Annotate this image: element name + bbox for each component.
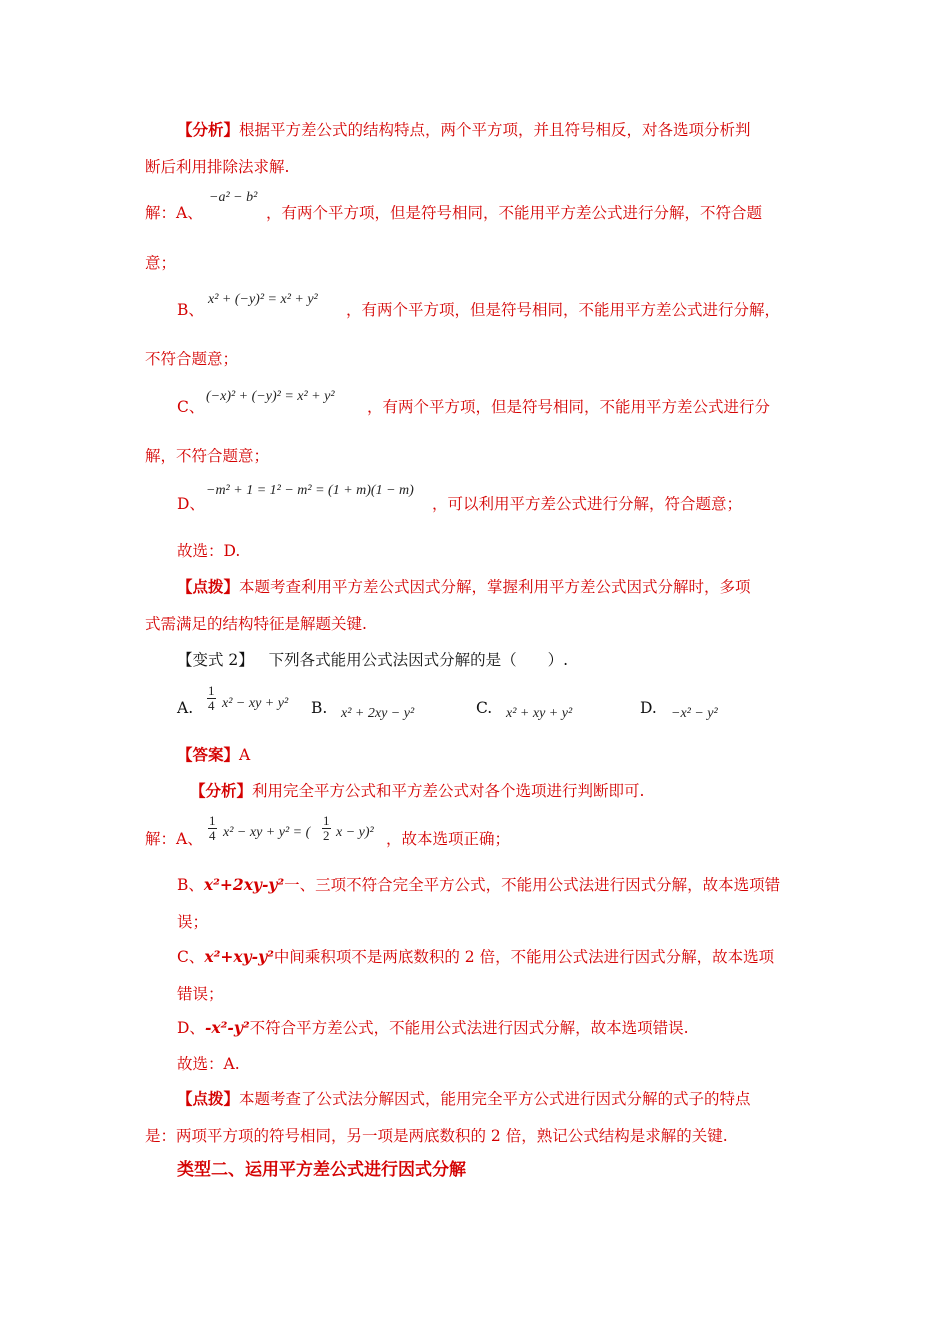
answer-value: A	[239, 746, 251, 764]
solution-2-d-prefix: D、	[177, 1019, 205, 1037]
tip-text: 本题考查利用平方差公式因式分解，掌握利用平方差公式因式分解时，多项	[239, 578, 751, 596]
option-a-math: x² − xy + y²	[222, 696, 289, 711]
solution-2-c-text-2: 错误；	[177, 985, 224, 1003]
solution-2-c-line	[177, 947, 774, 967]
analysis-1-line-2: 断后利用排除法求解.	[145, 158, 290, 176]
solution-2-b-prefix: B、	[177, 876, 204, 894]
variant-2-question	[177, 650, 568, 670]
solution-2-b-line	[177, 875, 780, 895]
solution-1-a-math: −a² − b²	[209, 190, 258, 205]
solution-1-c-text-2: 解，不符合题意；	[145, 447, 270, 465]
solution-1-c-prefix: C、	[177, 398, 205, 416]
solution-2-a-fraction-2	[322, 814, 331, 843]
solution-1-choice: 故选：D.	[177, 542, 241, 560]
solution-2-choice: 故选：A.	[177, 1055, 240, 1073]
solution-2-d-line	[177, 1018, 689, 1038]
option-d-label: D.	[640, 699, 657, 717]
solution-1-b-text-2: 不符合题意；	[145, 350, 239, 368]
solution-1-a-prefix: 解：A、	[145, 204, 203, 222]
solution-1-b-prefix: B、	[177, 301, 204, 319]
tip-2-line-2: 是：两项平方项的符号相同，另一项是两底数积的 2 倍，熟记公式结构是求解的关键.	[145, 1127, 728, 1145]
fraction-numerator: 1	[209, 813, 216, 828]
section-heading: 类型二、运用平方差公式进行因式分解	[177, 1160, 466, 1180]
option-a-label: A.	[177, 699, 194, 717]
analysis-2-text: 利用完全平方公式和平方差公式对各个选项进行判断即可.	[252, 782, 645, 800]
option-c-label: C.	[476, 699, 493, 717]
option-a-fraction	[207, 684, 216, 713]
solution-2-a-fraction-1	[208, 814, 217, 843]
fraction-denominator: 4	[209, 828, 216, 843]
tip-label: 【点拨】	[177, 577, 240, 596]
answer-2	[177, 745, 250, 765]
solution-2-b-text-2: 误；	[177, 913, 209, 931]
tip-2-line-1	[177, 1089, 751, 1109]
solution-1-b-math: x² + (−y)² = x² + y²	[208, 292, 318, 307]
tip-2-label: 【点拨】	[177, 1089, 240, 1108]
analysis-1-line-1	[177, 120, 751, 140]
fraction-numerator: 1	[323, 813, 330, 828]
solution-2-a-text: ，故本选项正确；	[386, 830, 511, 848]
tip-1-line-2: 式需满足的结构特征是解题关键.	[145, 615, 367, 633]
solution-2-d-text: 不符合平方差公式，不能用公式法进行因式分解，故本选项错误.	[249, 1019, 689, 1037]
answer-label: 【答案】	[177, 745, 240, 764]
analysis-label: 【分析】	[177, 120, 240, 139]
solution-1-d-math: −m² + 1 = 1² − m² = (1 + m)(1 − m)	[206, 483, 414, 498]
option-b-label: B.	[311, 699, 328, 717]
fraction-denominator: 2	[323, 828, 330, 843]
solution-2-b-math: x²+2xy-y²	[203, 875, 285, 894]
fraction-numerator: 1	[208, 683, 215, 698]
option-c-math: x² + xy + y²	[506, 706, 573, 721]
option-d-math: −x² − y²	[671, 706, 718, 721]
solution-1-d-text: ，可以利用平方差公式进行分解，符合题意；	[432, 495, 743, 513]
solution-2-c-prefix: C、	[177, 948, 205, 966]
solution-1-b-text: ，有两个平方项，但是符号相同，不能用平方差公式进行分解，	[346, 301, 781, 319]
solution-2-b-text: 一、三项不符合完全平方公式，不能用公式法进行因式分解，故本选项错	[284, 876, 781, 894]
solution-1-c-text: ，有两个平方项，但是符号相同，不能用平方差公式进行分	[367, 398, 771, 416]
analysis-2	[190, 781, 644, 801]
analysis-text: 根据平方差公式的结构特点，两个平方项，并且符号相反，对各选项分析判	[239, 121, 751, 139]
solution-1-a-text: ，有两个平方项，但是符号相同，不能用平方差公式进行分解，不符合题	[266, 204, 763, 222]
analysis-2-label: 【分析】	[190, 781, 253, 800]
tip-2-text: 本题考查了公式法分解因式，能用完全平方公式进行因式分解的式子的特点	[239, 1090, 751, 1108]
variant-label: 【变式 2】	[177, 651, 254, 669]
solution-2-c-text: 中间乘积项不是两底数积的 2 倍，不能用公式法进行因式分解，故本选项	[273, 948, 775, 966]
solution-1-c-math: (−x)² + (−y)² = x² + y²	[206, 389, 335, 404]
fraction-denominator: 4	[208, 698, 215, 713]
option-b-math: x² + 2xy − y²	[341, 706, 415, 721]
solution-2-a-math-tail: x − y)²	[336, 825, 374, 840]
solution-2-a-prefix: 解：A、	[145, 830, 203, 848]
solution-2-a-math-mid: x² − xy + y² = (	[223, 825, 311, 840]
variant-question-text: 下列各式能用公式法因式分解的是（ ）.	[268, 651, 569, 669]
solution-1-a-text-2: 意；	[145, 254, 177, 272]
solution-1-d-prefix: D、	[177, 495, 205, 513]
solution-2-c-math: x²+xy-y²	[204, 947, 274, 966]
tip-1-line-1	[177, 577, 751, 597]
solution-2-d-math: -x²-y²	[204, 1018, 250, 1037]
